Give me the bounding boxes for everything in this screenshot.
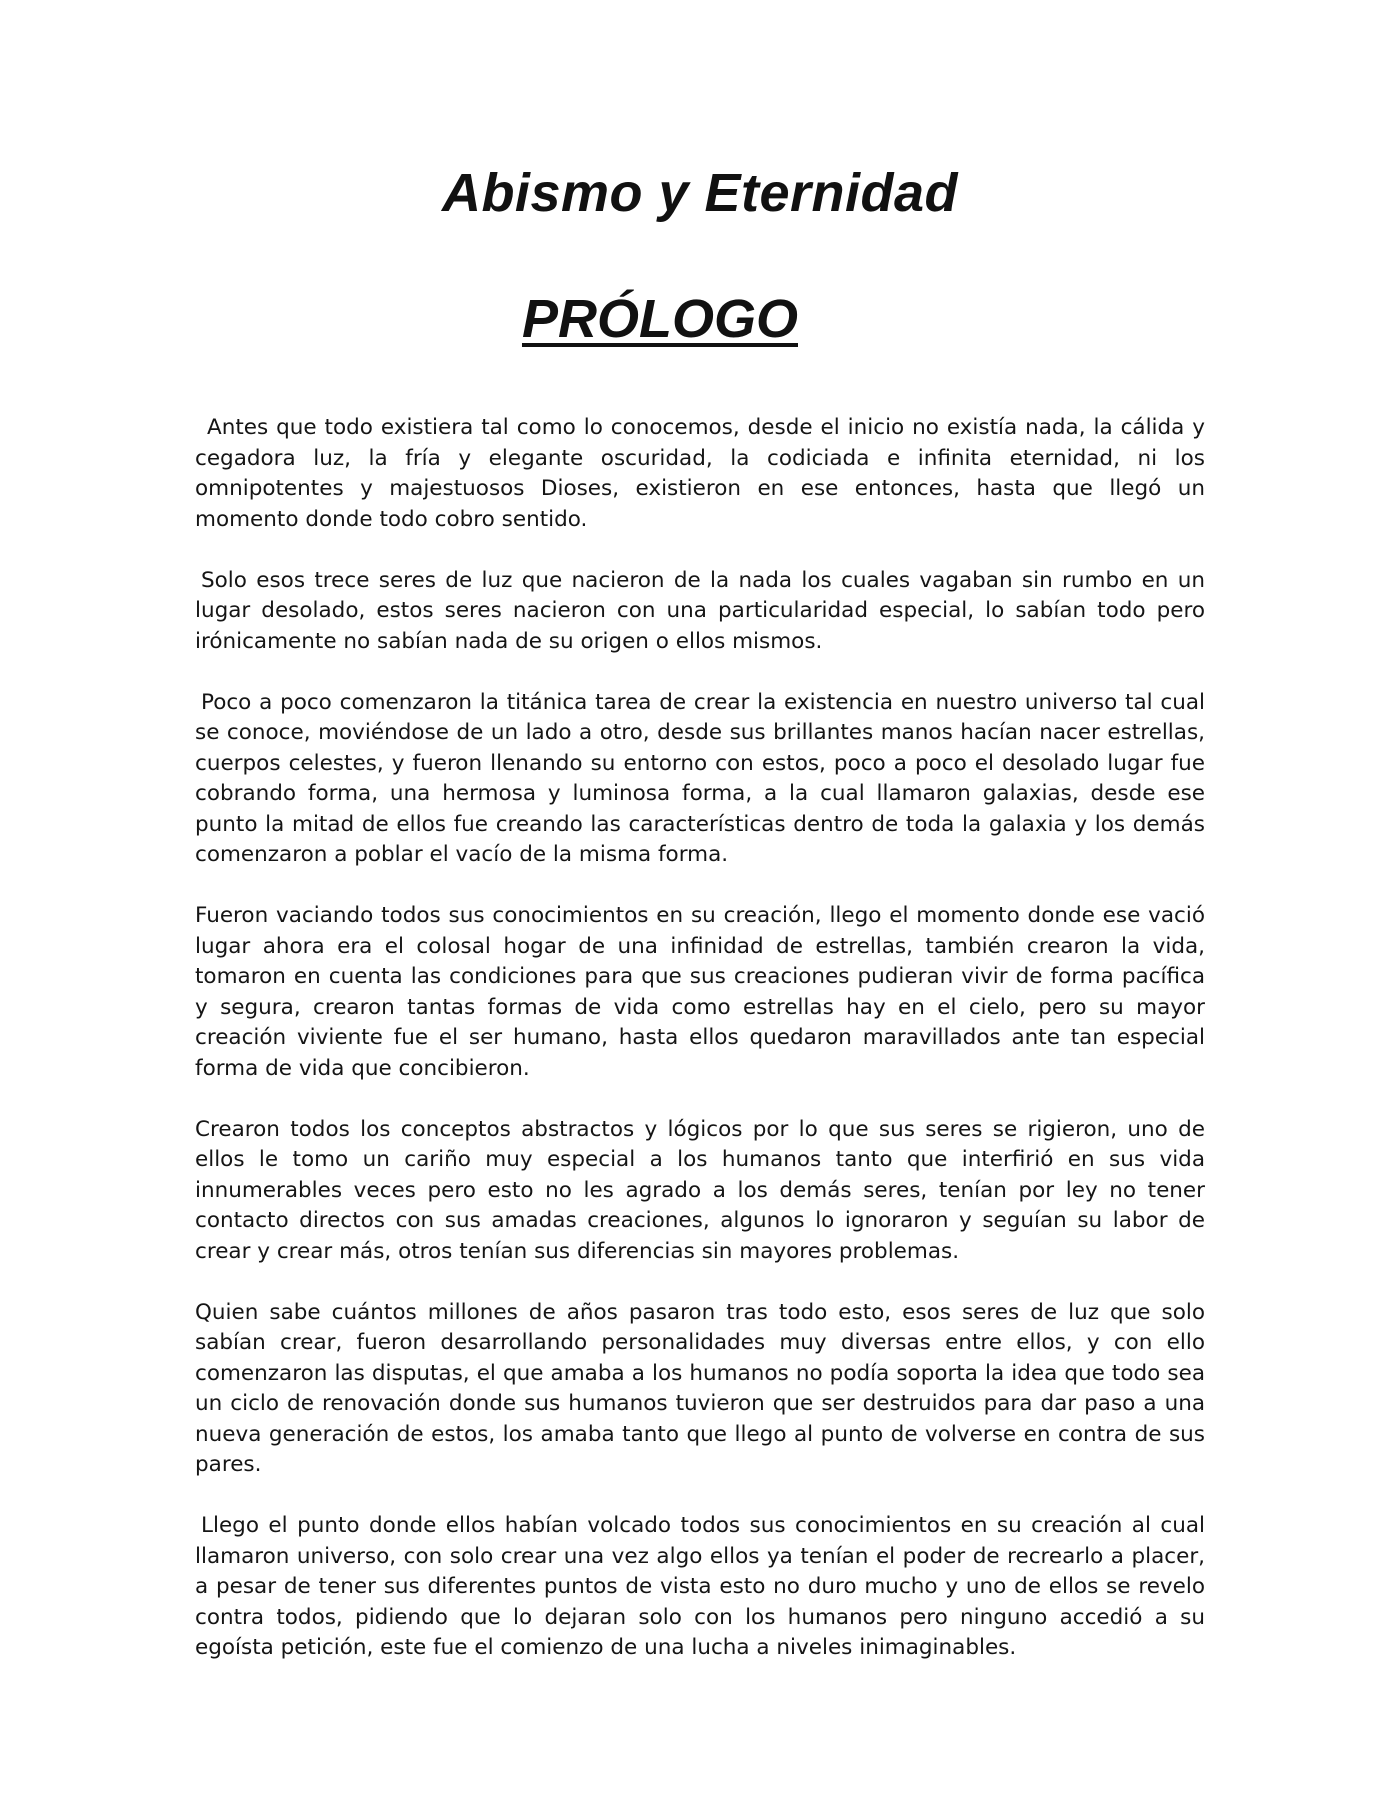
paragraph: Antes que todo existiera tal como lo conocemos, desde el inicio no existía nada, la cálida y cegadora luz, la fría y elegante oscuridad, la codiciada e infinita eternidad, ni los omnipotentes y majestuosos Dioses, existieron en ese entonces, hasta que llegó un momento donde todo cobro sentido. [195,415,1205,532]
paragraph: Poco a poco comenzaron la titánica tarea de crear la existencia en nuestro universo tal cual se conoce, moviéndose de un lado a otro, desde sus brillantes manos hacían nacer estrellas, cuerpos celestes, y fueron llenando su entorno con estos, poco a poco el desolado lugar fue cobrando forma, una hermosa y luminosa forma, a la cual llamaron galaxias, desde ese punto la mitad de ellos fue creando las características dentro de toda la galaxia y los demás comenzaron a poblar el vacío de la misma forma. [195,689,1205,867]
paragraph: Llego el punto donde ellos habían volcado todos sus conocimientos en su creación al cual llamaron universo, con solo crear una vez algo ellos ya tenían el poder de recrearlo a placer, a pesar de tener sus diferentes puntos de vista esto no duro mucho y uno de ellos se revelo contra todos, pidiendo que lo dejaran solo con los humanos pero ninguno accedió a su egoísta petición, este fue el comienzo de una lucha a niveles inimaginables. [195,1513,1205,1660]
paragraph: Crearon todos los conceptos abstractos y lógicos por lo que sus seres se rigieron, uno de ellos le tomo un cariño muy especial a los humanos tanto que interfirió en sus vida innumerables veces pero esto no les agrado a los demás seres, tenían por ley no tener contacto directos con sus amadas creaciones, algunos lo ignoraron y seguían su labor de crear y crear más, otros tenían sus diferencias sin mayores problemas. [195,1116,1205,1264]
paragraph: Quien sabe cuántos millones de años pasaron tras todo esto, esos seres de luz que solo sabían crear, fueron desarrollando personalidades muy diversas entre ellos, y con ello comenzaron las disputas, el que amaba a los humanos no podía soporta la idea que todo sea un ciclo de renovación donde sus humanos tuvieron que ser destruidos para dar paso a una nueva generación de estos, los amaba tanto que llego al punto de volverse en contra de sus pares. [195,1299,1205,1477]
document-title: Abismo y Eternidad [441,163,959,223]
document-body [195,413,1205,1694]
section-heading [0,284,1320,354]
paragraph: Fueron vaciando todos sus conocimientos en su creación, llego el momento donde ese vació lugar ahora era el colosal hogar de una infinidad de estrellas, también crearon la vida, tomaron en cuenta las condiciones para que sus creaciones pudieran vivir de forma pacífica y segura, crearon tantas formas de vida como estrellas hay en el cielo, pero su mayor creación viviente fue el ser humano, hasta ellos quedaron maravillados ante tan especial forma de vida que concibieron. [195,903,1205,1081]
section-heading-text: PRÓLOGO [521,289,798,349]
paragraph: Solo esos trece seres de luz que nacieron de la nada los cuales vagaban sin rumbo en un lugar desolado, estos seres nacieron con una particularidad especial, lo sabían todo pero irónicamente no sabían nada de su origen o ellos mismos. [195,567,1205,654]
